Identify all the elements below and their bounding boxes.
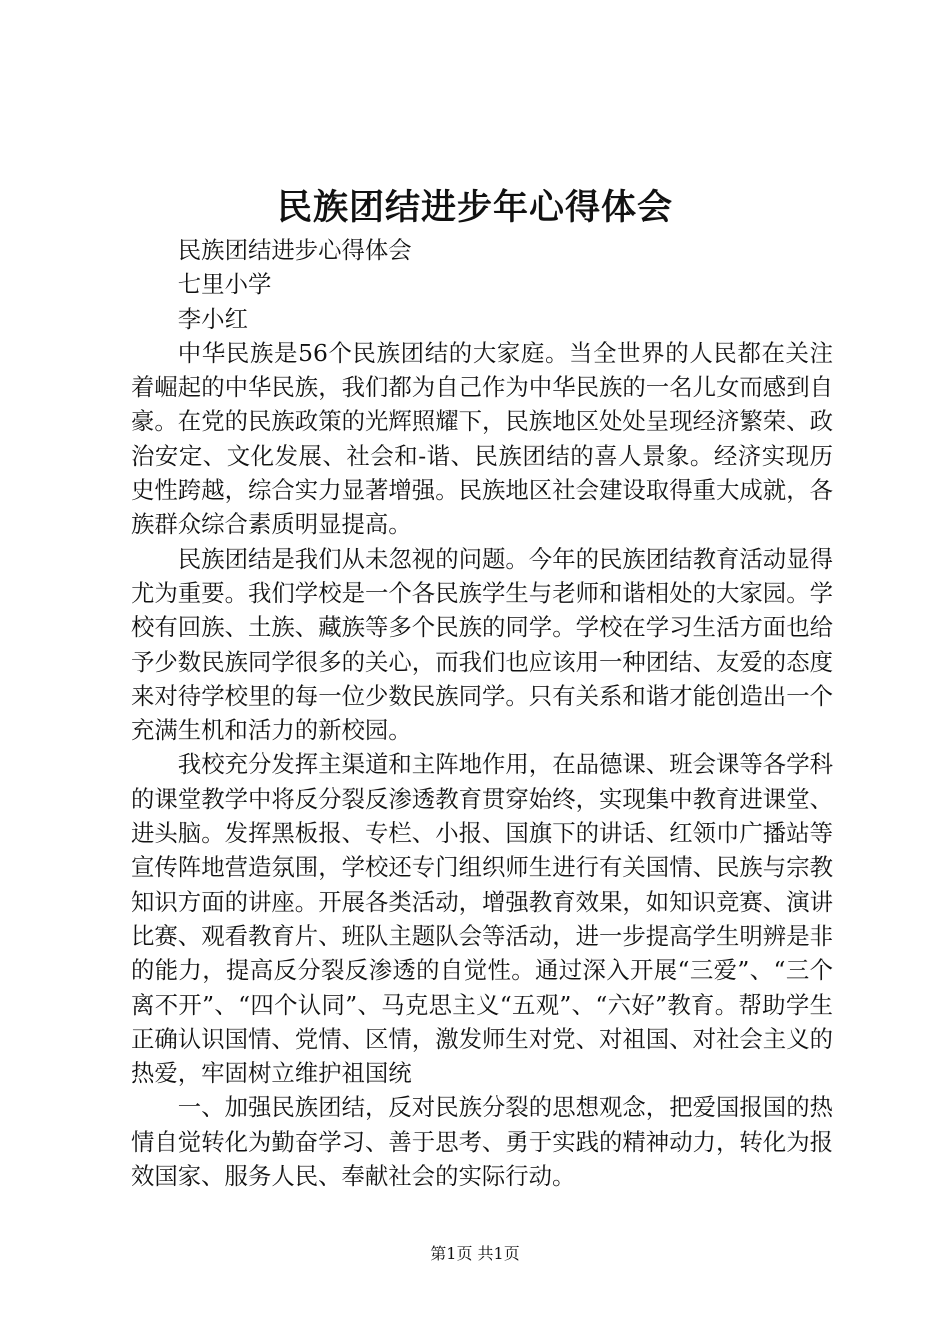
paragraph-3: 我校充分发挥主渠道和主阵地作用，在品德课、班会课等各学科的课堂教学中将反分裂反渗透教育贯穿始终，实现集中教育进课堂、进头脑。发挥黑板报、专栏、小报、国旗下的讲话、红领巾广播站等宣传阵地营造氛围，学校还专门组织师生进行有关国情、民族与宗教知识方面的讲座。开展各类活动，增强教育效果，如知识竞赛、演讲比赛、观看教育片、班队主题队会等活动，进一步提高学生明辨是非的能力，提高反分裂反渗透的自觉性。通过深入开展“三爱”、“三个离不开”、“四个认同”、马克思主义“五观”、“六好”教育。帮助学生正确认识国情、党情、区情，激发师生对党、对祖国、对社会主义的热爱，牢固树立维护祖国统 [131,750,833,1088]
paragraph-4: 一、加强民族团结，反对民族分裂的思想观念，把爱国报国的热情自觉转化为勤奋学习、善于思考、勇于实践的精神动力，转化为报效国家、服务人民、奉献社会的实际行动。 [131,1093,833,1191]
paragraph-2: 民族团结是我们从未忽视的问题。今年的民族团结教育活动显得尤为重要。我们学校是一个各民族学生与老师和谐相处的大家园。学校有回族、土族、藏族等多个民族的同学。学校在学习生活方面也给予少数民族同学很多的关心，而我们也应该用一种团结、友爱的态度来对待学校里的每一位少数民族同学。只有关系和谐才能创造出一个充满生机和活力的新校园。 [131,544,833,745]
author-line: 李小红 [177,304,248,333]
page-footer: 第1页 共1页 [430,1244,520,1263]
paragraph-1: 中华民族是56个民族团结的大家庭。当全世界的人民都在关注着崛起的中华民族，我们都为自己作为中华民族的一名儿女而感到自豪。在党的民族政策的光辉照耀下，民族地区处处呈现经济繁荣、政治安定、文化发展、社会和-谐、民族团结的喜人景象。经济实现历史性跨越，综合实力显著增强。民族地区社会建设取得重大成就，各族群众综合素质明显提高。 [131,338,833,539]
document-title: 民族团结进步年心得体会 [276,187,673,228]
subtitle-line: 民族团结进步心得体会 [177,236,412,264]
document-body [131,233,833,1193]
school-line: 七里小学 [177,270,272,299]
